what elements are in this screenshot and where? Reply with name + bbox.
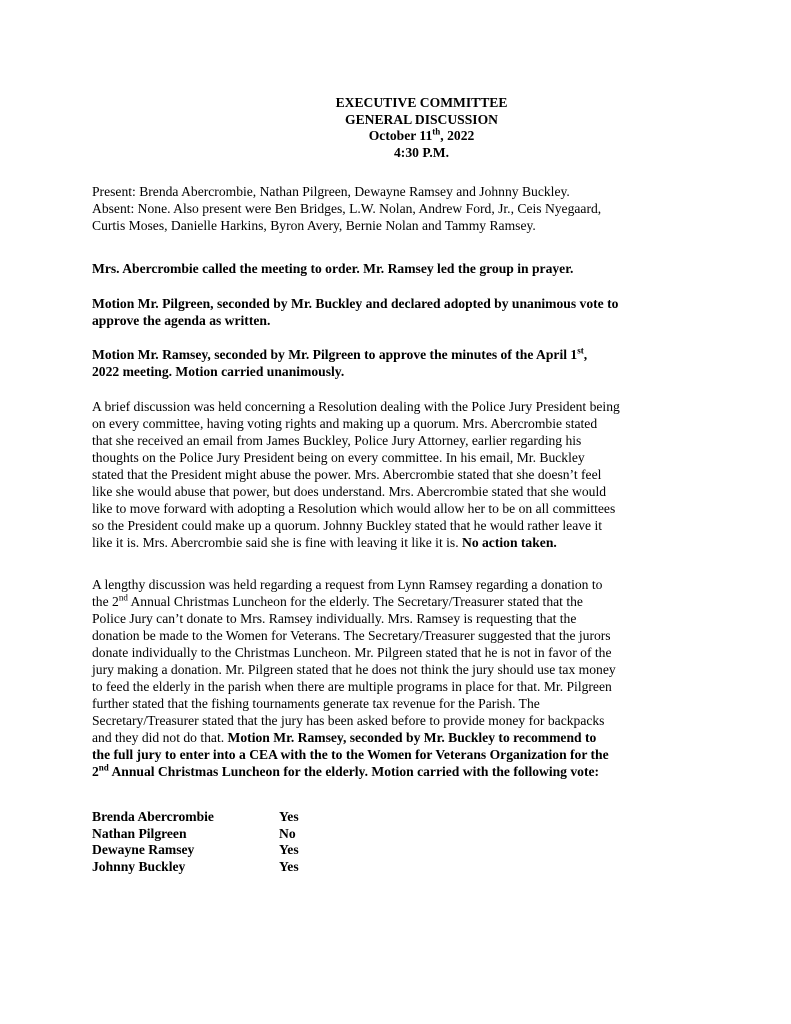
paragraph-line: stated that the President might abuse the power. Mrs. Abercrombie stated that she doesn’t feel <box>92 467 602 482</box>
attendance <box>92 183 712 234</box>
voter-name: Nathan Pilgreen <box>92 825 187 841</box>
motion-agenda: Motion Mr. Pilgreen, seconded by Mr. Buckley and declared adopted by unanimous vote to approve the agenda as written. <box>92 296 619 328</box>
meeting-date: October 11th, 2022 <box>368 126 475 143</box>
paragraph-line: Secretary/Treasurer stated that the jury has been asked before to provide money for backpacks <box>92 713 605 728</box>
paragraph-line: A brief discussion was held concerning a Resolution dealing with the Police Jury President being <box>92 399 620 414</box>
discussion-donation <box>92 576 712 780</box>
discussion-title: GENERAL DISCUSSION <box>345 111 498 127</box>
paragraph-line: like to move forward with adopting a Resolution which would allow her to be on all committees <box>92 501 616 516</box>
paragraph-line: to feed the elderly in the parish when there are multiple programs in place for that. Mr. Pilgreen <box>92 679 612 694</box>
voter-vote: Yes <box>279 842 299 857</box>
document-header <box>0 95 791 161</box>
absent-line-2: Curtis Moses, Danielle Harkins, Byron Avery, Bernie Nolan and Tammy Ramsey. <box>92 218 536 233</box>
paragraph-line: and they did not do that. Motion Mr. Ramsey, seconded by Mr. Buckley to recommend to <box>92 730 597 745</box>
voter-name: Johnny Buckley <box>92 858 186 874</box>
voter-name: Brenda Abercrombie <box>92 809 214 824</box>
paragraph-line: donate individually to the Christmas Luncheon. Mr. Pilgreen stated that he is not in favor of the <box>92 645 612 660</box>
discussion-resolution <box>92 398 712 551</box>
no-action-taken: No action taken. <box>462 535 557 550</box>
voter-vote: Yes <box>279 858 299 874</box>
paragraph-line: like she would abuse that power, but does understand. Mrs. Abercrombie stated that she would <box>92 484 607 499</box>
paragraph-line: like it is. Mrs. Abercrombie said she is fine with leaving it like it is. No action taken. <box>92 535 557 550</box>
voter-vote: No <box>279 825 296 841</box>
paragraph-line: A lengthy discussion was held regarding a request from Lynn Ramsey regarding a donation to <box>92 577 603 592</box>
absent-line-1: Absent: None. Also present were Ben Bridges, L.W. Nolan, Andrew Ford, Jr., Ceis Nyegaard, <box>92 201 602 216</box>
paragraph-line: thoughts on the Police Jury President being on every committee. In his email, Mr. Buckley <box>92 450 585 465</box>
paragraph-line: donation be made to the Women for Veterans. The Secretary/Treasurer suggested that the jurors <box>92 628 611 643</box>
vote-row <box>92 809 299 826</box>
paragraph-line: 2nd Annual Christmas Luncheon for the elderly. Motion carried with the following vote: <box>92 762 600 779</box>
paragraph-line: the 2nd Annual Christmas Luncheon for the elderly. The Secretary/Treasurer stated that the <box>92 592 583 609</box>
paragraph-line: the full jury to enter into a CEA with the to the Women for Veterans Organization for the <box>92 747 609 762</box>
vote-row <box>92 859 299 876</box>
vote-row <box>92 826 299 843</box>
meeting-time: 4:30 P.M. <box>394 144 449 160</box>
voter-vote: Yes <box>279 809 299 824</box>
motion-minutes: Motion Mr. Ramsey, seconded by Mr. Pilgreen to approve the minutes of the April 1st, 2022 meeting. Motion carried unanimously. <box>92 345 588 379</box>
voter-name: Dewayne Ramsey <box>92 842 195 857</box>
vote-table <box>92 809 712 875</box>
paragraph-line: so the President could make up a quorum. Johnny Buckley stated that he would rather leave it <box>92 518 603 533</box>
paragraph-line: jury making a donation. Mr. Pilgreen stated that he does not think the jury should use tax money <box>92 662 616 677</box>
paragraph-line: further stated that the fishing tournaments generate tax revenue for the Parish. The <box>92 696 540 711</box>
call-to-order: Mrs. Abercrombie called the meeting to order. Mr. Ramsey led the group in prayer. <box>92 261 574 276</box>
paragraph-line: on every committee, having voting rights and making up a quorum. Mrs. Abercrombie stated <box>92 416 598 431</box>
paragraph-line: that she received an email from James Buckley, Police Jury Attorney, earlier regarding his <box>92 433 582 448</box>
vote-row <box>92 842 299 859</box>
paragraph-line: Police Jury can’t donate to Mrs. Ramsey individually. Mrs. Ramsey is requesting that the <box>92 611 577 626</box>
committee-title: EXECUTIVE COMMITTEE <box>335 95 508 110</box>
present-line: Present: Brenda Abercrombie, Nathan Pilgreen, Dewayne Ramsey and Johnny Buckley. <box>92 184 570 199</box>
